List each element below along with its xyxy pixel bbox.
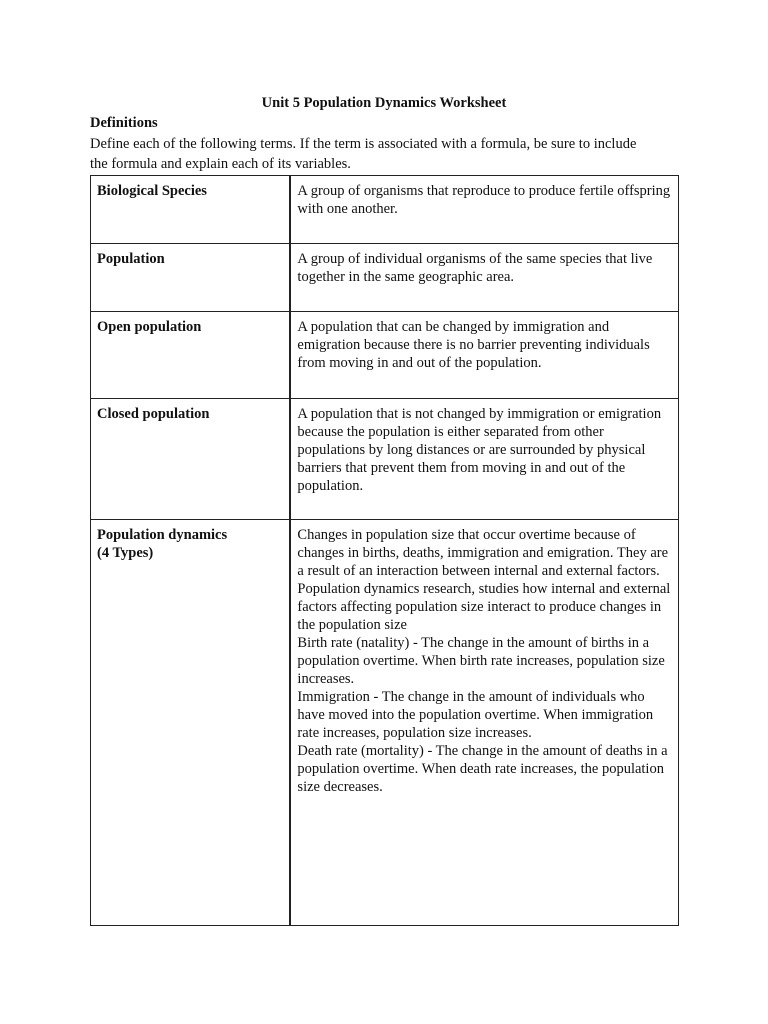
table-row [91,176,679,244]
term-cell [91,176,291,244]
term-label: Open population [97,319,202,335]
type-description: Immigration - The change in the amount of individuals who have moved into the population overtime. When immigration rate increases, population size increases. [297,689,654,741]
instructions-line-2: the formula and explain each of its variables. [90,156,351,172]
table-row [91,244,679,312]
definitions-table [90,175,679,926]
table-row [91,399,679,520]
term-label: Population [97,251,165,267]
term-cell [91,399,291,520]
term-label: Biological Species [97,183,207,199]
term-label: Closed population [97,406,210,422]
page-title: Unit 5 Population Dynamics Worksheet [261,95,507,111]
instructions [90,134,680,174]
definition-text: A population that is not changed by immigration or emigration because the population is either separated from other populations by long distances or are surrounded by physical barriers that prevent them from moving in and out of the population. [297,406,662,494]
table-row [91,312,679,399]
definition-cell [290,520,678,926]
term-cell [91,520,291,926]
term-cell [91,244,291,312]
definition-text: A group of individual organisms of the same species that live together in the same geographic area. [297,251,653,285]
term-sublabel: (4 Types) [97,545,154,561]
type-description: Death rate (mortality) - The change in the amount of deaths in a population overtime. When death rate increases, the population size decreases. [297,743,668,795]
section-heading: Definitions [90,115,158,131]
term-label: Population dynamics [97,527,228,543]
definition-cell [290,244,678,312]
table-row [91,520,679,926]
definition-text: A group of organisms that reproduce to produce fertile offspring with one another. [297,183,671,217]
definition-cell [290,399,678,520]
definition-cell [290,176,678,244]
definition-text: A population that can be changed by immigration and emigration because there is no barrier preventing individuals from moving in and out of the population. [297,319,650,371]
definition-text: Changes in population size that occur overtime because of changes in births, deaths, immigration and emigration. They are a result of an interaction between internal and external factors. Population dynamics research, studies how internal and external factors affecting population size interact to produce changes in the population size [297,527,671,633]
definition-cell [290,312,678,399]
type-description: Birth rate (natality) - The change in the amount of births in a population overtime. When birth rate increases, population size increases. [297,635,665,687]
term-cell [91,312,291,399]
instructions-line-1: Define each of the following terms. If the term is associated with a formula, be sure to include [90,136,637,152]
